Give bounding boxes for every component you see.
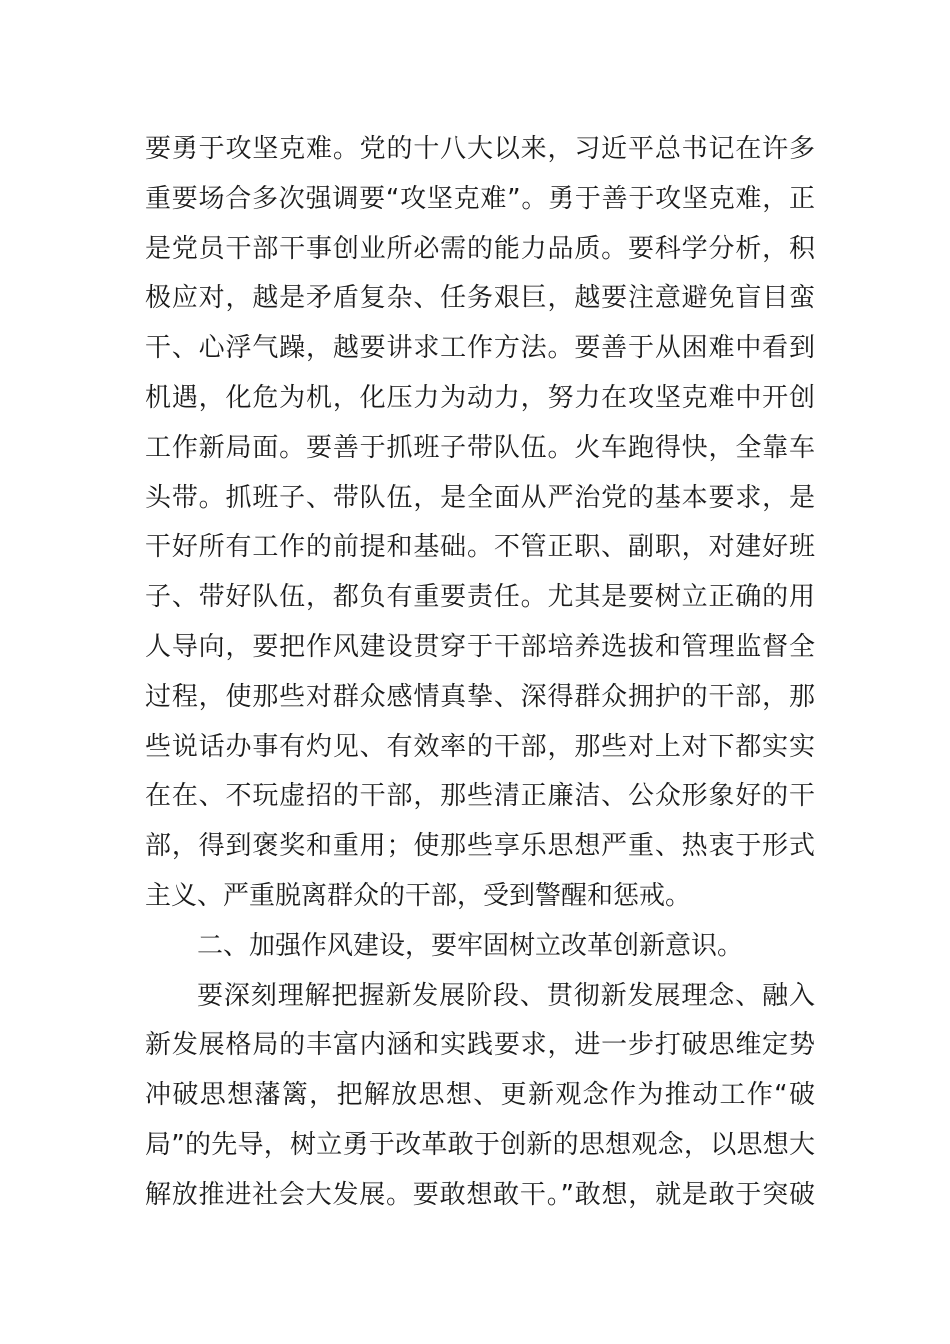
text-line: 冲破思想藩篱，把解放思想、更新观念作为推动工作“破 [145, 1080, 815, 1111]
text-line: 是党员干部干事创业所必需的能力品质。要科学分析，积 [145, 233, 815, 264]
text-line: 人导向，要把作风建设贯穿于干部培养选拔和管理监督全 [145, 631, 815, 662]
text-line: 机遇，化危为机，化压力为动力，努力在攻坚克难中开创 [145, 382, 815, 413]
paragraph-end-line: 主义、严重脱离群众的干部，受到警醒和惩戒。 [145, 880, 692, 911]
text-line: 局”的先导，树立勇于改革敢于创新的思想观念，以思想大 [145, 1129, 815, 1160]
text-line: 过程，使那些对群众感情真挚、深得群众拥护的干部，那 [145, 681, 815, 712]
text-line: 些说话办事有灼见、有效率的干部，那些对上对下都实实 [145, 731, 815, 762]
body-text [145, 125, 815, 1221]
text-line: 干、心浮气躁，越要讲求工作方法。要善于从困难中看到 [145, 333, 815, 364]
text-line: 在在、不玩虚招的干部，那些清正廉洁、公众形象好的干 [145, 781, 815, 812]
text-line: 头带。抓班子、带队伍，是全面从严治党的基本要求，是 [145, 482, 815, 513]
text-line: 子、带好队伍，都负有重要责任。尤其是要树立正确的用 [145, 582, 815, 613]
text-line: 工作新局面。要善于抓班子带队伍。火车跑得快，全靠车 [145, 432, 815, 463]
text-line: 极应对，越是矛盾复杂、任务艰巨，越要注意避免盲目蛮 [145, 283, 815, 314]
text-line: 新发展格局的丰富内涵和实践要求，进一步打破思维定势 [145, 1030, 815, 1061]
text-line: 部，得到褒奖和重用；使那些享乐思想严重、热衷于形式 [145, 831, 815, 862]
paragraph-first-line: 要深刻理解把握新发展阶段、贯彻新发展理念、融入 [197, 980, 815, 1011]
text-line: 重要场合多次强调要“攻坚克难”。勇于善于攻坚克难，正 [145, 183, 815, 214]
text-line: 干好所有工作的前提和基础。不管正职、副职，对建好班 [145, 532, 815, 563]
text-line: 解放推进社会大发展。要敢想敢干。”敢想，就是敢于突破 [145, 1179, 815, 1210]
section-heading: 二、加强作风建设，要牢固树立改革创新意识。 [197, 930, 744, 961]
text-line: 要勇于攻坚克难。党的十八大以来，习近平总书记在许多 [145, 134, 815, 164]
